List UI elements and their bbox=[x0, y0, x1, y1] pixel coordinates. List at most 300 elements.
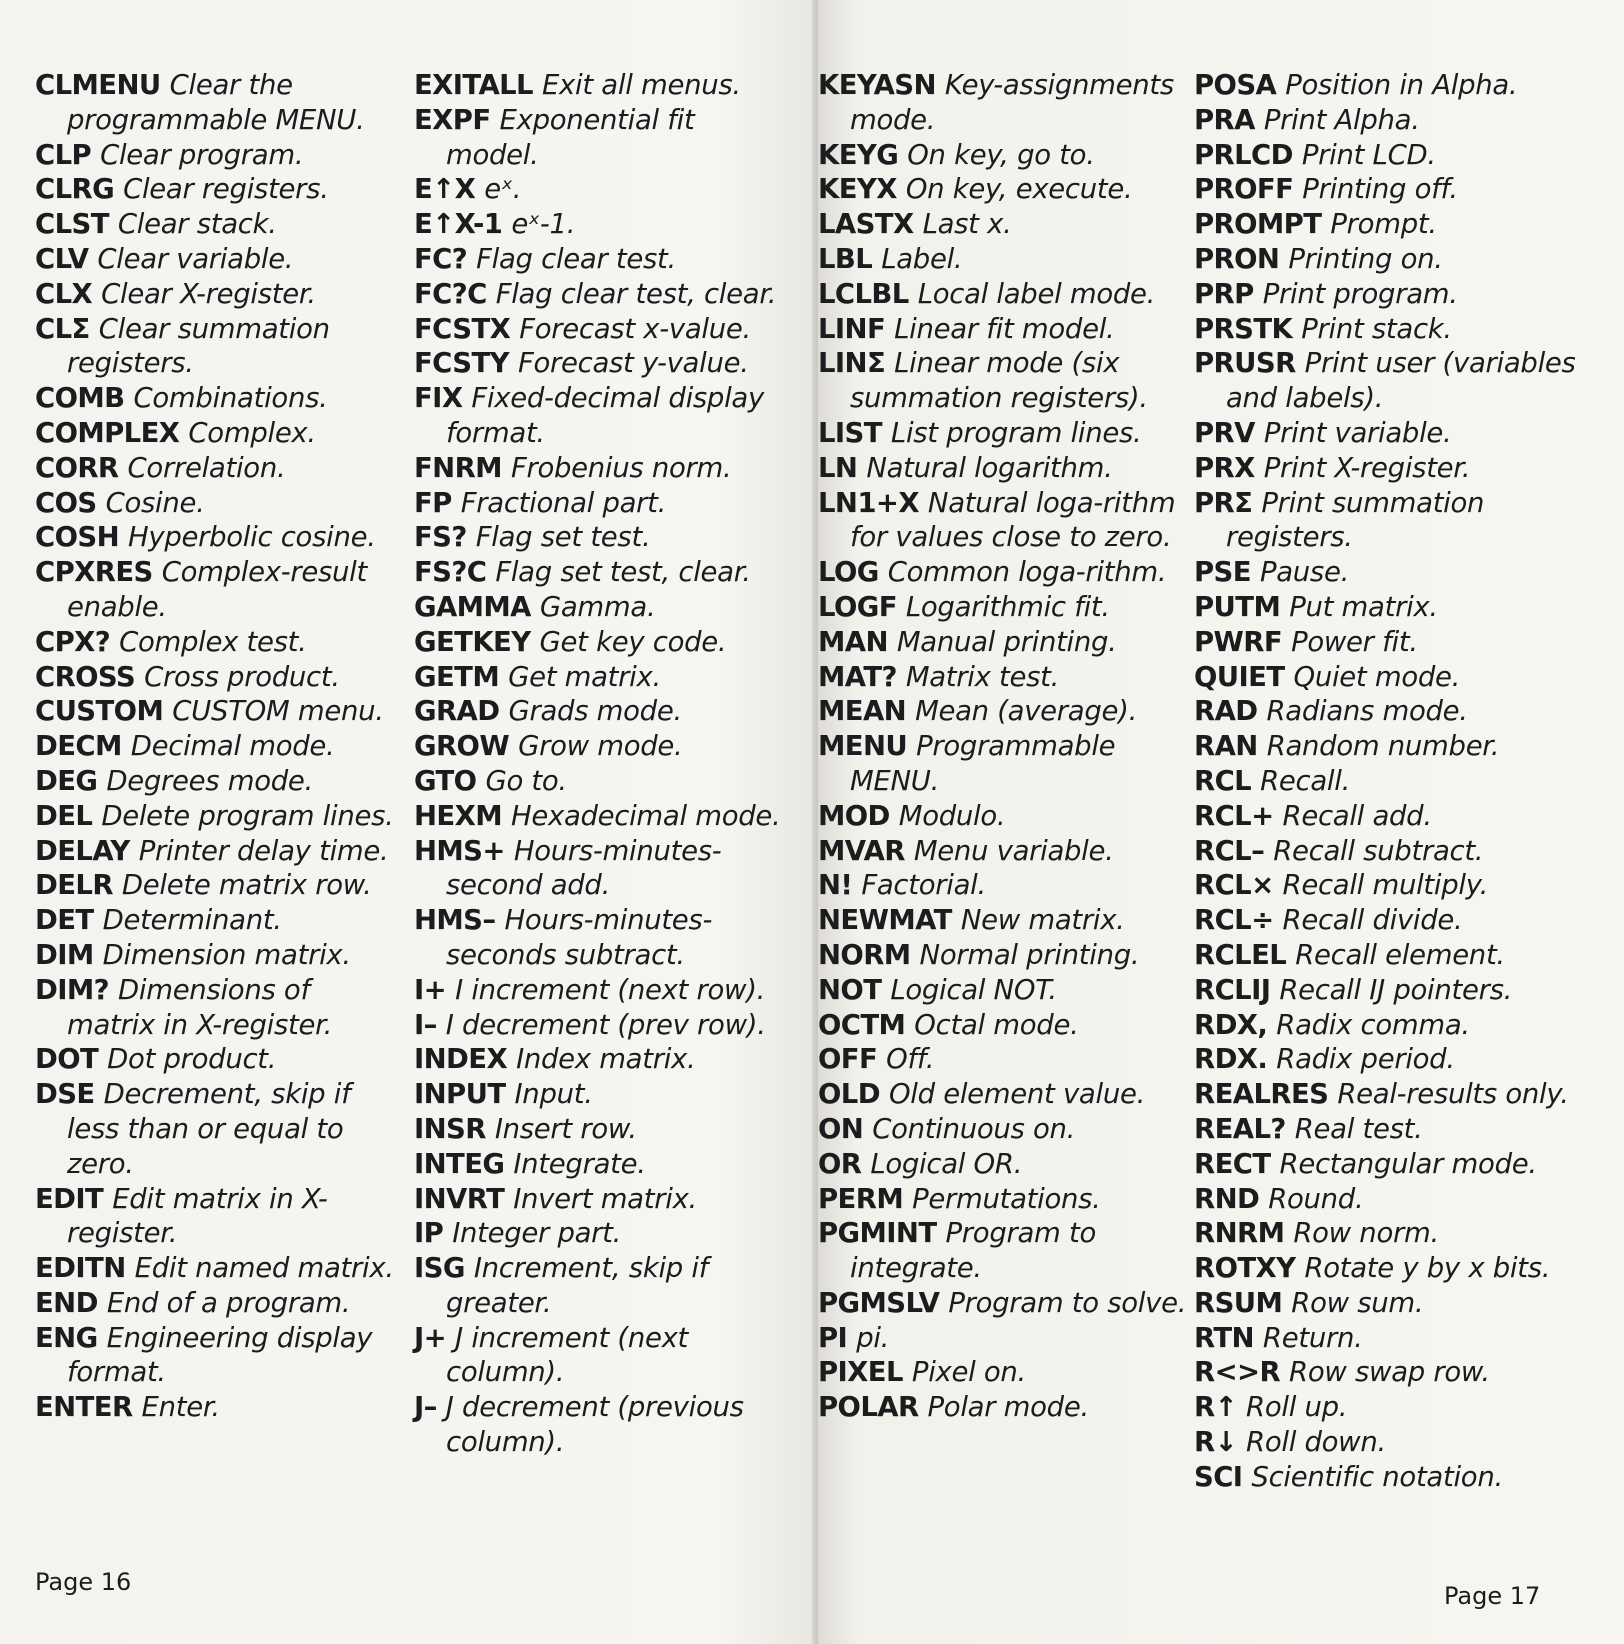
function-name: E↑X bbox=[414, 173, 476, 206]
function-name: RNRM bbox=[1194, 1217, 1285, 1250]
function-name: PRΣ bbox=[1194, 486, 1253, 519]
glossary-entry bbox=[1194, 103, 1604, 138]
function-description: Grow mode. bbox=[518, 730, 683, 763]
page16-column-1 bbox=[35, 68, 405, 1425]
function-name: REAL? bbox=[1194, 1112, 1286, 1145]
function-name: MEAN bbox=[818, 695, 907, 728]
function-description: Octal mode. bbox=[914, 1008, 1079, 1041]
function-name: CPX? bbox=[35, 625, 111, 658]
function-name: R↑ bbox=[1194, 1391, 1238, 1424]
function-name: RCL× bbox=[1194, 869, 1274, 902]
glossary-entry bbox=[818, 172, 1188, 207]
function-description: Dot product. bbox=[107, 1043, 277, 1076]
function-description: Combinations. bbox=[133, 382, 328, 415]
function-name: PRA bbox=[1194, 103, 1255, 136]
function-description: Permutations. bbox=[912, 1182, 1101, 1215]
glossary-entry bbox=[1194, 1460, 1604, 1495]
function-description: Recall add. bbox=[1282, 799, 1432, 832]
function-description: Polar mode. bbox=[927, 1391, 1089, 1424]
glossary-entry bbox=[818, 1042, 1188, 1077]
function-name: E↑X-1 bbox=[414, 208, 503, 241]
function-description: Correlation. bbox=[127, 451, 286, 484]
function-description: Gamma. bbox=[539, 590, 656, 623]
function-name: OR bbox=[818, 1147, 862, 1180]
function-description: Programmable MENU. bbox=[850, 730, 1116, 797]
glossary-entry bbox=[1194, 764, 1604, 799]
function-name: FS? bbox=[414, 521, 467, 554]
function-name: LBL bbox=[818, 242, 873, 275]
function-description: Get matrix. bbox=[508, 660, 661, 693]
glossary-entry bbox=[414, 451, 794, 486]
glossary-entry bbox=[414, 1390, 794, 1460]
function-description: Common loga-rithm. bbox=[887, 556, 1167, 589]
function-name: SCI bbox=[1194, 1460, 1243, 1493]
glossary-entry bbox=[35, 1042, 405, 1077]
function-description: Off. bbox=[886, 1043, 935, 1076]
glossary-entry bbox=[414, 1251, 794, 1321]
glossary-entry bbox=[1194, 660, 1604, 695]
glossary-entry bbox=[818, 1008, 1188, 1043]
glossary-entry bbox=[818, 973, 1188, 1008]
function-description: Round. bbox=[1268, 1182, 1364, 1215]
function-description: Pause. bbox=[1259, 556, 1350, 589]
glossary-entry bbox=[1194, 1251, 1604, 1286]
function-description: Factorial. bbox=[861, 869, 986, 902]
function-description: Put matrix. bbox=[1289, 590, 1438, 623]
function-name: MOD bbox=[818, 799, 890, 832]
function-description: Matrix test. bbox=[905, 660, 1060, 693]
function-name: CLMENU bbox=[35, 69, 161, 101]
glossary-entry bbox=[1194, 1008, 1604, 1043]
function-description: Radix period. bbox=[1276, 1043, 1455, 1076]
function-description: Index matrix. bbox=[516, 1043, 696, 1076]
function-description: End of a program. bbox=[106, 1286, 351, 1319]
glossary-entry bbox=[414, 1077, 794, 1112]
function-description: Dimensions of matrix in X-register. bbox=[67, 973, 333, 1041]
function-description: Linear fit model. bbox=[894, 312, 1115, 345]
glossary-entry bbox=[1194, 1321, 1604, 1356]
function-name: R↓ bbox=[1194, 1426, 1238, 1459]
glossary-entry bbox=[414, 346, 794, 381]
function-description: Degrees mode. bbox=[106, 764, 313, 797]
glossary-entry bbox=[1194, 868, 1604, 903]
function-description: Real-results only. bbox=[1337, 1078, 1569, 1111]
function-description: Determinant. bbox=[102, 904, 282, 937]
function-description: Increment, skip if greater. bbox=[446, 1252, 709, 1319]
function-description: On key, execute. bbox=[905, 173, 1133, 206]
function-name: I– bbox=[414, 1008, 437, 1041]
glossary-entry bbox=[1194, 138, 1604, 173]
glossary-entry bbox=[414, 486, 794, 521]
glossary-entry bbox=[414, 1112, 794, 1147]
function-name: NEWMAT bbox=[818, 904, 952, 937]
glossary-entry bbox=[1194, 312, 1604, 347]
function-name: DIM? bbox=[35, 973, 109, 1006]
function-name: GETKEY bbox=[414, 625, 531, 658]
function-name: LASTX bbox=[818, 208, 914, 241]
function-description: Modulo. bbox=[898, 799, 1006, 832]
glossary-entry bbox=[818, 694, 1188, 729]
function-description: Print X-register. bbox=[1263, 451, 1471, 484]
function-name: J– bbox=[414, 1391, 437, 1424]
function-name: DIM bbox=[35, 938, 94, 971]
function-name: COSH bbox=[35, 521, 119, 554]
function-description: Integer part. bbox=[452, 1217, 622, 1250]
function-name: COMB bbox=[35, 382, 125, 415]
function-description: Random number. bbox=[1266, 730, 1500, 763]
glossary-entry bbox=[35, 660, 405, 695]
glossary-entry bbox=[818, 799, 1188, 834]
function-name: FS?C bbox=[414, 556, 487, 589]
function-description: Mean (average). bbox=[915, 695, 1138, 728]
function-description: Quiet mode. bbox=[1293, 660, 1461, 693]
function-description: Logical OR. bbox=[870, 1147, 1023, 1180]
glossary-entry bbox=[35, 520, 405, 555]
function-name: PRON bbox=[1194, 242, 1280, 275]
function-name: DSE bbox=[35, 1078, 95, 1111]
glossary-entry bbox=[818, 625, 1188, 660]
glossary-entry bbox=[414, 764, 794, 799]
function-description: Decrement, skip if less than or equal to zero. bbox=[67, 1078, 351, 1180]
function-name: RND bbox=[1194, 1182, 1260, 1215]
glossary-entry bbox=[1194, 1112, 1604, 1147]
glossary-entry bbox=[414, 1008, 794, 1043]
page17-column-1 bbox=[818, 68, 1188, 1425]
function-name: N! bbox=[818, 869, 853, 902]
function-name: I+ bbox=[414, 973, 447, 1006]
function-name: PRLCD bbox=[1194, 138, 1293, 171]
glossary-entry bbox=[35, 138, 405, 173]
function-description: Continuous on. bbox=[872, 1112, 1076, 1145]
glossary-entry bbox=[1194, 694, 1604, 729]
glossary-entry bbox=[35, 938, 405, 973]
function-description: Roll down. bbox=[1246, 1426, 1386, 1459]
glossary-entry bbox=[818, 242, 1188, 277]
glossary-entry bbox=[1194, 207, 1604, 242]
page-17 bbox=[818, 0, 1624, 1644]
function-description: Grads mode. bbox=[508, 695, 682, 728]
function-name: GRAD bbox=[414, 695, 500, 728]
function-name: LOG bbox=[818, 556, 879, 589]
function-name: DEG bbox=[35, 764, 98, 797]
glossary-entry bbox=[818, 312, 1188, 347]
glossary-entry bbox=[818, 1286, 1188, 1321]
glossary-entry bbox=[818, 834, 1188, 869]
function-description: Flag clear test. bbox=[476, 242, 676, 275]
function-description: Clear program. bbox=[100, 138, 304, 171]
glossary-entry bbox=[818, 590, 1188, 625]
page-number: Page 17 bbox=[1444, 1582, 1541, 1610]
function-description: Manual printing. bbox=[896, 625, 1117, 658]
function-name: CPXRES bbox=[35, 556, 153, 589]
function-name: CLΣ bbox=[35, 312, 90, 345]
glossary-entry bbox=[414, 381, 794, 451]
glossary-entry bbox=[35, 1286, 405, 1321]
function-description: Clear summation registers. bbox=[67, 312, 330, 380]
glossary-entry bbox=[1194, 416, 1604, 451]
function-name: RCLIJ bbox=[1194, 973, 1271, 1006]
glossary-entry bbox=[1194, 277, 1604, 312]
function-name: COMPLEX bbox=[35, 416, 180, 449]
function-description: Label. bbox=[881, 242, 963, 275]
glossary-entry bbox=[35, 729, 405, 764]
function-name: CORR bbox=[35, 451, 119, 484]
glossary-entry bbox=[35, 799, 405, 834]
function-description: Print summation registers. bbox=[1226, 486, 1485, 554]
function-description: Recall. bbox=[1260, 764, 1351, 797]
glossary-entry bbox=[414, 1147, 794, 1182]
function-name: CLV bbox=[35, 242, 89, 275]
function-name: RECT bbox=[1194, 1147, 1271, 1180]
glossary-entry bbox=[414, 1216, 794, 1251]
function-description: I increment (next row). bbox=[455, 973, 766, 1006]
function-description: Recall subtract. bbox=[1273, 834, 1484, 867]
glossary-entry bbox=[35, 416, 405, 451]
glossary-entry bbox=[35, 903, 405, 938]
function-name: PROMPT bbox=[1194, 208, 1322, 241]
glossary-entry bbox=[818, 1216, 1188, 1286]
glossary-entry bbox=[818, 938, 1188, 973]
function-description: Printer delay time. bbox=[138, 834, 389, 867]
function-name: FC?C bbox=[414, 277, 487, 310]
glossary-entry bbox=[414, 1321, 794, 1391]
glossary-entry bbox=[1194, 1042, 1604, 1077]
function-description: Row swap row. bbox=[1289, 1356, 1490, 1389]
function-description: Logical NOT. bbox=[890, 973, 1057, 1006]
function-description: J decrement (previous column). bbox=[445, 1391, 744, 1459]
glossary-entry bbox=[818, 660, 1188, 695]
glossary-entry bbox=[414, 660, 794, 695]
glossary-entry bbox=[818, 451, 1188, 486]
function-description: Clear registers. bbox=[123, 173, 329, 206]
glossary-entry bbox=[1194, 451, 1604, 486]
function-description: Hours-minutes-second add. bbox=[446, 834, 722, 902]
function-description: Old element value. bbox=[888, 1078, 1146, 1111]
function-name: LOGF bbox=[818, 590, 897, 623]
function-name: INSR bbox=[414, 1112, 486, 1145]
glossary-entry bbox=[818, 1355, 1188, 1390]
function-description: Logarithmic fit. bbox=[905, 590, 1110, 623]
function-description: Local label mode. bbox=[917, 277, 1156, 310]
glossary-entry bbox=[1194, 799, 1604, 834]
function-description: Edit named matrix. bbox=[134, 1252, 394, 1285]
page17-column-2 bbox=[1194, 68, 1604, 1495]
function-name: RAD bbox=[1194, 695, 1258, 728]
function-name: PGMINT bbox=[818, 1217, 937, 1250]
function-description: eˣ-1. bbox=[511, 208, 576, 241]
function-name: COS bbox=[35, 486, 97, 519]
glossary-entry bbox=[818, 346, 1188, 416]
function-description: Exponential fit model. bbox=[446, 103, 695, 171]
function-description: Complex-result enable. bbox=[67, 556, 367, 623]
glossary-entry bbox=[35, 207, 405, 242]
function-description: Radians mode. bbox=[1266, 695, 1468, 728]
function-description: Forecast y-value. bbox=[517, 347, 749, 380]
glossary-entry bbox=[35, 1077, 405, 1181]
function-name: PROFF bbox=[1194, 173, 1294, 206]
function-name: ENTER bbox=[35, 1391, 133, 1424]
function-name: KEYASN bbox=[818, 69, 936, 101]
function-name: RCL bbox=[1194, 764, 1252, 797]
function-name: PIXEL bbox=[818, 1356, 903, 1389]
function-description: Program to solve. bbox=[948, 1286, 1187, 1319]
function-name: EDITN bbox=[35, 1252, 126, 1285]
function-description: Program to integrate. bbox=[850, 1217, 1096, 1285]
function-name: PWRF bbox=[1194, 625, 1283, 658]
function-description: Key-assignments mode. bbox=[850, 69, 1174, 136]
function-name: MENU bbox=[818, 730, 908, 763]
glossary-entry bbox=[818, 68, 1188, 138]
page16-column-2 bbox=[414, 68, 794, 1460]
function-name: LINΣ bbox=[818, 347, 886, 380]
function-description: Exit all menus. bbox=[541, 69, 741, 101]
function-description: Prompt. bbox=[1330, 208, 1437, 241]
function-name: INTEG bbox=[414, 1147, 505, 1180]
glossary-entry bbox=[1194, 1147, 1604, 1182]
glossary-entry bbox=[1194, 555, 1604, 590]
function-description: Delete program lines. bbox=[101, 799, 394, 832]
function-description: Recall element. bbox=[1295, 938, 1505, 971]
function-description: J increment (next column). bbox=[446, 1321, 689, 1389]
glossary-entry bbox=[414, 625, 794, 660]
function-name: HMS– bbox=[414, 904, 496, 937]
function-description: Print user (variables and labels). bbox=[1226, 347, 1576, 415]
glossary-entry bbox=[1194, 625, 1604, 660]
glossary-entry bbox=[818, 1112, 1188, 1147]
glossary-entry bbox=[1194, 486, 1604, 556]
function-description: Delete matrix row. bbox=[121, 869, 372, 902]
function-name: MAT? bbox=[818, 660, 897, 693]
function-name: DELR bbox=[35, 869, 113, 902]
glossary-entry bbox=[818, 1182, 1188, 1217]
function-description: Last x. bbox=[922, 208, 1012, 241]
glossary-entry bbox=[35, 868, 405, 903]
function-description: Input. bbox=[514, 1078, 593, 1111]
glossary-entry bbox=[414, 277, 794, 312]
glossary-entry bbox=[414, 207, 794, 242]
function-name: NOT bbox=[818, 973, 882, 1006]
function-name: REALRES bbox=[1194, 1078, 1329, 1111]
glossary-entry bbox=[35, 555, 405, 625]
function-name: PRX bbox=[1194, 451, 1255, 484]
function-description: Go to. bbox=[485, 764, 567, 797]
function-description: CUSTOM menu. bbox=[172, 695, 384, 728]
function-name: PRP bbox=[1194, 277, 1254, 310]
function-description: Hyperbolic cosine. bbox=[127, 521, 376, 554]
function-name: PRSTK bbox=[1194, 312, 1293, 345]
function-name: GTO bbox=[414, 764, 477, 797]
function-description: Clear stack. bbox=[117, 208, 277, 241]
glossary-entry bbox=[35, 242, 405, 277]
function-name: R<>R bbox=[1194, 1356, 1281, 1389]
function-description: Return. bbox=[1262, 1321, 1363, 1354]
function-description: Recall IJ pointers. bbox=[1279, 973, 1513, 1006]
function-description: Position in Alpha. bbox=[1285, 69, 1518, 101]
function-description: Recall divide. bbox=[1282, 904, 1463, 937]
glossary-entry bbox=[1194, 938, 1604, 973]
function-description: Radix comma. bbox=[1276, 1008, 1470, 1041]
glossary-entry bbox=[1194, 1355, 1604, 1390]
function-name: CLX bbox=[35, 277, 93, 310]
function-description: Roll up. bbox=[1246, 1391, 1348, 1424]
glossary-entry bbox=[818, 138, 1188, 173]
function-description: On key, go to. bbox=[907, 138, 1095, 171]
glossary-entry bbox=[1194, 1216, 1604, 1251]
glossary-entry bbox=[414, 834, 794, 904]
function-name: PGMSLV bbox=[818, 1286, 940, 1319]
function-name: FC? bbox=[414, 242, 468, 275]
function-description: Get key code. bbox=[539, 625, 727, 658]
function-name: DOT bbox=[35, 1043, 99, 1076]
function-name: CLST bbox=[35, 208, 109, 241]
function-name: PERM bbox=[818, 1182, 904, 1215]
glossary-entry bbox=[1194, 973, 1604, 1008]
function-description: Enter. bbox=[141, 1391, 220, 1424]
glossary-entry bbox=[35, 1321, 405, 1391]
glossary-entry bbox=[818, 1147, 1188, 1182]
glossary-entry bbox=[818, 416, 1188, 451]
function-description: Printing off. bbox=[1302, 173, 1458, 206]
function-name: RDX. bbox=[1194, 1043, 1268, 1076]
function-name: DELAY bbox=[35, 834, 130, 867]
glossary-entry bbox=[414, 973, 794, 1008]
glossary-entry bbox=[1194, 834, 1604, 869]
function-description: Scientific notation. bbox=[1251, 1460, 1503, 1493]
function-description: Linear mode (six summation registers). bbox=[850, 347, 1148, 415]
function-name: OFF bbox=[818, 1043, 878, 1076]
glossary-entry bbox=[818, 277, 1188, 312]
function-name: PSE bbox=[1194, 556, 1251, 589]
function-description: Recall multiply. bbox=[1282, 869, 1489, 902]
function-name: LCLBL bbox=[818, 277, 909, 310]
function-name: INPUT bbox=[414, 1078, 506, 1111]
function-description: Natural logarithm. bbox=[866, 451, 1113, 484]
function-name: RCL– bbox=[1194, 834, 1265, 867]
glossary-entry bbox=[414, 103, 794, 173]
glossary-entry bbox=[35, 1390, 405, 1425]
glossary-entry bbox=[818, 1390, 1188, 1425]
glossary-entry bbox=[35, 1182, 405, 1252]
function-name: POLAR bbox=[818, 1391, 919, 1424]
function-description: Clear variable. bbox=[97, 242, 294, 275]
glossary-entry bbox=[414, 312, 794, 347]
glossary-entry bbox=[414, 68, 794, 103]
function-description: Cosine. bbox=[105, 486, 205, 519]
function-description: Menu variable. bbox=[913, 834, 1114, 867]
function-name: END bbox=[35, 1286, 98, 1319]
function-description: Clear X-register. bbox=[101, 277, 316, 310]
function-name: EXPF bbox=[414, 103, 491, 136]
function-name: KEYG bbox=[818, 138, 899, 171]
function-description: Print LCD. bbox=[1301, 138, 1436, 171]
function-name: CLRG bbox=[35, 173, 115, 206]
function-name: RTN bbox=[1194, 1321, 1254, 1354]
glossary-entry bbox=[35, 172, 405, 207]
function-description: Hexadecimal mode. bbox=[510, 799, 781, 832]
function-description: Flag set test, clear. bbox=[495, 556, 751, 589]
function-description: Invert matrix. bbox=[513, 1182, 697, 1215]
glossary-entry bbox=[818, 486, 1188, 556]
glossary-entry bbox=[1194, 242, 1604, 277]
function-description: Print Alpha. bbox=[1263, 103, 1420, 136]
function-description: eˣ. bbox=[484, 173, 522, 206]
function-description: Clear the programmable MENU. bbox=[67, 69, 365, 136]
glossary-entry bbox=[35, 764, 405, 799]
function-name: POSA bbox=[1194, 69, 1277, 101]
glossary-entry bbox=[35, 973, 405, 1043]
function-name: RSUM bbox=[1194, 1286, 1283, 1319]
glossary-entry bbox=[818, 868, 1188, 903]
